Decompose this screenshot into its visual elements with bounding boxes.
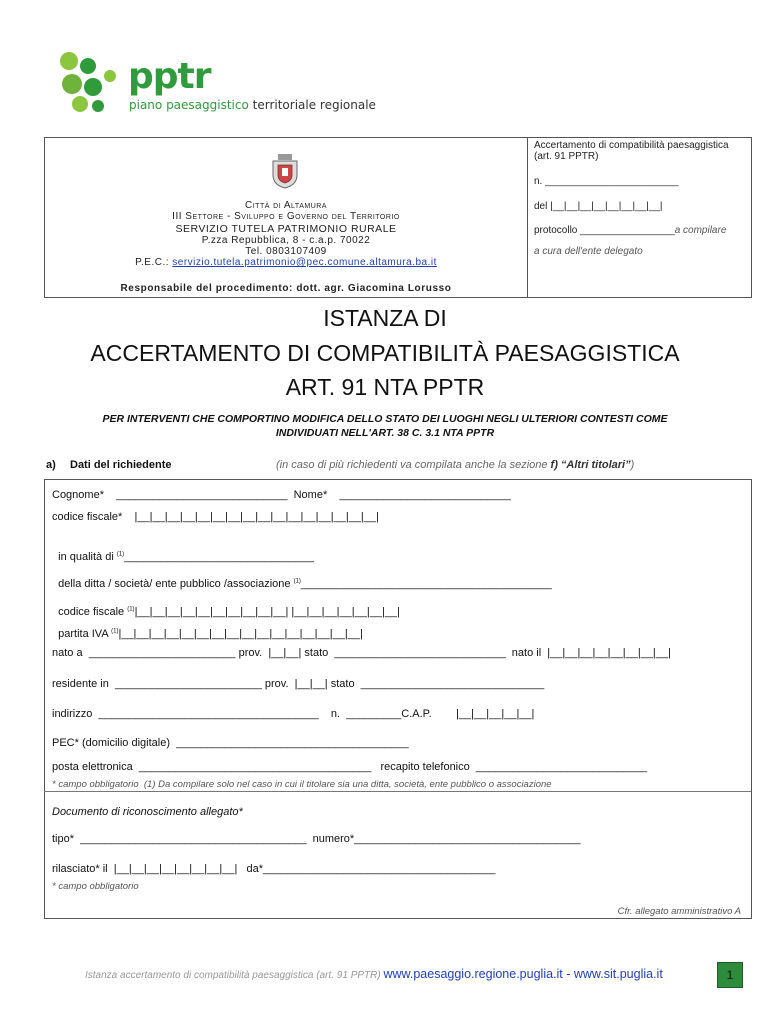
- pec-field[interactable]: PEC* (domicilio digitale) ______________________________________: [52, 737, 409, 749]
- city-name: Città di Altamura: [245, 200, 327, 211]
- section-name: Dati del richiedente: [70, 459, 172, 471]
- pptr-logo-mark: [58, 50, 130, 120]
- vat-number-field[interactable]: partita IVA $^{(1)}$|__|__|__|__|__|__|__|__|__|__|__|__|__|__|__|__|: [58, 628, 363, 640]
- required-note-2: * campo obbligatorio: [52, 881, 139, 892]
- box-date-field[interactable]: del |__|__|__|__|__|__|__|__|: [534, 201, 663, 212]
- page-number: 1: [717, 962, 743, 988]
- section-note: (in caso di più richiedenti va compilata anche la sezione f) “Altri titolari”): [276, 459, 635, 471]
- box-title-art: (art. 91 PPTR): [534, 151, 599, 162]
- sector-name: III Settore - Sviluppo e Governo del Territorio: [172, 211, 400, 222]
- id-issue-fields[interactable]: rilasciato* il |__|__|__|__|__|__|__|__| da*______________________________________: [52, 863, 496, 875]
- box-title: Accertamento di compatibilità paesaggistica: [534, 140, 729, 151]
- birth-fields[interactable]: nato a ________________________ prov. |__|__| stato ____________________________ nato il |__|__|__|__|__|__|__|__|: [52, 647, 671, 659]
- address-fields[interactable]: indirizzo ____________________________________ n. _________C.A.P. |__|__|__|__|__|: [52, 708, 535, 720]
- pec-link[interactable]: servizio.tutela.patrimonio@pec.comune.altamura.ba.it: [172, 257, 437, 268]
- service-name: SERVIZIO TUTELA PATRIMONIO RURALE: [175, 223, 397, 235]
- box-note: a cura dell'ente delegato: [534, 246, 643, 257]
- office-pec: P.E.C.: servizio.tutela.patrimonio@pec.comune.altamura.ba.it: [135, 257, 437, 268]
- email-phone-fields[interactable]: posta elettronica ______________________________________ recapito telefonico ____________________________: [52, 761, 648, 773]
- required-note: * campo obbligatorio (1) Da compilare solo nel caso in cui il titolare sia una ditta, società, ente pubblico o associazione: [52, 779, 552, 790]
- company-tax-code-field[interactable]: codice fiscale $^{(1)}$|__|__|__|__|__|__|__|__|__|__| |__|__|__|__|__|__|__|: [58, 606, 400, 618]
- footer-links[interactable]: www.paesaggio.regione.puglia.it - www.sit.puglia.it: [383, 967, 663, 981]
- title-line-3: ART. 91 NTA PPTR: [285, 374, 485, 400]
- company-field[interactable]: della ditta / società/ ente pubblico /associazione $^{(1)}$_________________________________________: [58, 578, 552, 590]
- box-protocol-field[interactable]: protocollo _________________a compilare: [534, 225, 727, 236]
- residence-fields[interactable]: residente in ________________________ prov. |__|__| stato ______________________________: [52, 678, 545, 690]
- id-type-number-fields[interactable]: tipo* _____________________________________ numero*_____________________________________: [52, 833, 581, 845]
- reference-note: Cfr. allegato amministrativo A: [617, 906, 741, 917]
- form-divider: [44, 791, 751, 792]
- subtitle-line-2: INDIVIDUATI NELL'ART. 38 C. 3.1 NTA PPTR: [275, 427, 495, 439]
- box-number-field[interactable]: n. ________________________: [534, 176, 679, 187]
- logo-subtitle: piano paesaggistico territoriale regionale: [129, 98, 376, 112]
- tax-code-field[interactable]: codice fiscale* |__|__|__|__|__|__|__|__|__|__|__|__|__|__|__|__|: [52, 511, 379, 523]
- role-field[interactable]: in qualità di $^{(1)}$_______________________________: [58, 551, 314, 563]
- title-line-2: ACCERTAMENTO DI COMPATIBILITÀ PAESAGGISTICA: [90, 340, 680, 366]
- id-document-title: Documento di riconoscimento allegato*: [52, 806, 243, 818]
- logo-wordmark: pptr: [128, 56, 211, 97]
- surname-name-fields[interactable]: Cognome* ____________________________ Nome* ____________________________: [52, 489, 511, 501]
- footer: Istanza accertamento di compatibilità paesaggistica (art. 91 PPTR) www.paesaggio.regione.puglia.it - www.sit.puglia.it: [85, 967, 663, 981]
- coat-of-arms-icon: [270, 153, 300, 189]
- title-line-1: ISTANZA DI: [323, 305, 447, 331]
- subtitle-line-1: PER INTERVENTI CHE COMPORTINO MODIFICA DELLO STATO DEI LUOGHI NEGLI ULTERIORI CONTESTI COME: [102, 413, 668, 425]
- responsible-line: Responsabile del procedimento: dott. agr. Giacomina Lorusso: [120, 283, 452, 294]
- office-address: P.zza Repubblica, 8 - c.a.p. 70022: [201, 235, 371, 246]
- section-label: a): [46, 459, 56, 471]
- office-phone: Tel. 0803107409: [245, 246, 327, 257]
